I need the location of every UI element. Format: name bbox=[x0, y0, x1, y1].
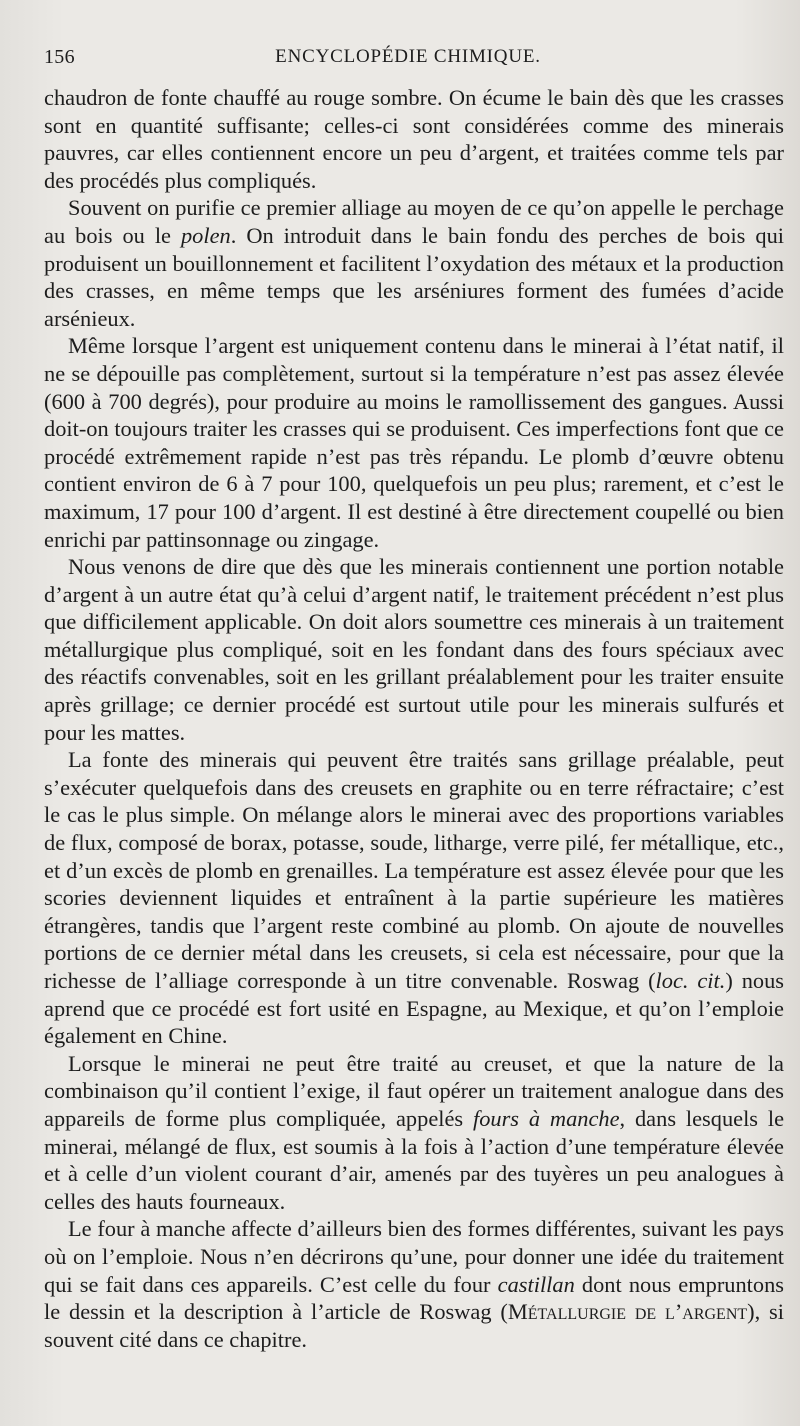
page-header bbox=[44, 46, 772, 72]
paragraph-1-text: chaudron de fonte chauffé au rouge sombre. On écume le bain dès que les crasses sont en quantité suffisante; celles-ci sont considérées comme des minerais pauvres, car elles contiennent encore un peu d’argent, et traitées comme tels par des procédés plus compliqués. bbox=[44, 85, 784, 193]
page-number: 156 bbox=[44, 46, 75, 68]
paragraph-5 bbox=[44, 746, 784, 1050]
paragraph-2 bbox=[44, 194, 784, 332]
smallcaps-reference-title: Métallurgie de l’argent bbox=[507, 1299, 748, 1325]
italic-term-fours-a-manche: fours à manche bbox=[472, 1105, 620, 1131]
paragraph-6 bbox=[44, 1050, 784, 1216]
paragraph-2-text-after: . On introduit dans le bain fondu des perches de bois qui produisent un bouillonnement et facilitent l’oxydation des métaux et la production des crasses, en même temps que les arséniures forment des fumées d’acide arsénieux. bbox=[44, 222, 785, 331]
paragraph-7-text-after: ), si souvent cité dans ce chapitre. bbox=[44, 1299, 784, 1352]
running-title: ENCYCLOPÉDIE CHIMIQUE. bbox=[275, 46, 541, 67]
paragraph-5-text-before: La fonte des minerais qui peuvent être traités sans grillage préalable, peut s’exécuter quelquefois dans des creusets en graphite ou en terre réfractaire; c’est le cas le plus simple. On mélange alors le minerai avec des proportions variables de flux, composé de borax, potasse, soude, litharge, verre pilé, fer métallique, etc., et d’un excès de plomb en grenailles. La température est assez élevée pour que les scories deviennent liquides et entraînent à la partie supérieure les matières étrangères, tandis que l’argent reste combiné au plomb. On ajoute de nouvelles portions de ce dernier métal dans les creusets, si cela est nécessaire, pour que la richesse de l’alliage corresponde à un titre convenable. Roswag ( bbox=[44, 747, 784, 993]
paragraph-1 bbox=[44, 84, 784, 194]
paragraph-3 bbox=[44, 332, 784, 553]
body-text bbox=[44, 84, 784, 1353]
italic-term-polen: polen bbox=[180, 222, 231, 248]
paragraph-5-text-after: ) nous aprend que ce procédé est fort usité en Espagne, au Mexique, et qu’on l’emploie également en Chine. bbox=[44, 968, 785, 1049]
paragraph-4-text: Nous venons de dire que dès que les minerais contiennent une portion notable d’argent à un autre état qu’à celui d’argent natif, le traitement précédent n’est plus que difficilement applicable. On doit alors soumettre ces minerais à un traitement métallurgique plus compliqué, soit en les fondant dans des fours spéciaux avec des réactifs convenables, soit en les grillant préalablement pour les traiter ensuite après grillage; ce dernier procédé est surtout utile pour les minerais sulfurés et pour les mattes. bbox=[44, 554, 784, 745]
paragraph-2-text-before: Souvent on purifie ce premier alliage au moyen de ce qu’on appelle le perchage au bois ou le bbox=[44, 195, 784, 248]
paragraph-7 bbox=[44, 1215, 784, 1353]
paragraph-6-text-before: Lorsque le minerai ne peut être traité au creuset, et que la nature de la combinaison qu’il contient l’exige, il faut opérer un traitement analogue dans des appareils de forme plus compliquée, appelés bbox=[44, 1050, 784, 1131]
paragraph-7-text-middle: dont nous empruntons le dessin et la description à l’article de Roswag ( bbox=[44, 1271, 784, 1325]
paragraph-4 bbox=[44, 553, 784, 746]
paragraph-6-text-after: , dans lesquels le minerai, mélangé de flux, est soumis à la fois à l’action d’une température élevée et à celle d’un violent courant d’air, amenés par des tuyères un peu analogues à celles des hauts fourneaux. bbox=[44, 1105, 785, 1214]
paragraph-3-text: Même lorsque l’argent est uniquement contenu dans le minerai à l’état natif, il ne se dépouille pas complètement, surtout si la température n’est pas assez élevée (600 à 700 degrés), pour produire au moins le ramollissement des gangues. Aussi doit-on toujours traiter les crasses qui se produisent. Ces imperfections font que ce procédé extrêmement rapide n’est pas très répandu. Le plomb d’œuvre obtenu contient environ de 6 à 7 pour 100, quelquefois un peu plus; rarement, et c’est le maximum, 17 pour 100 d’argent. Il est destiné à être directement coupellé ou bien enrichi par pattinsonnage ou zingage. bbox=[44, 333, 784, 552]
italic-term-castillan: castillan bbox=[497, 1271, 575, 1297]
paragraph-7-text-before: Le four à manche affecte d’ailleurs bien des formes différentes, suivant les pays où on l’emploie. Nous n’en décrirons qu’une, pour donner une idée du traitement qui se fait dans ces appareils. C’est celle du four bbox=[44, 1216, 784, 1297]
italic-citation: loc. cit. bbox=[655, 968, 726, 993]
